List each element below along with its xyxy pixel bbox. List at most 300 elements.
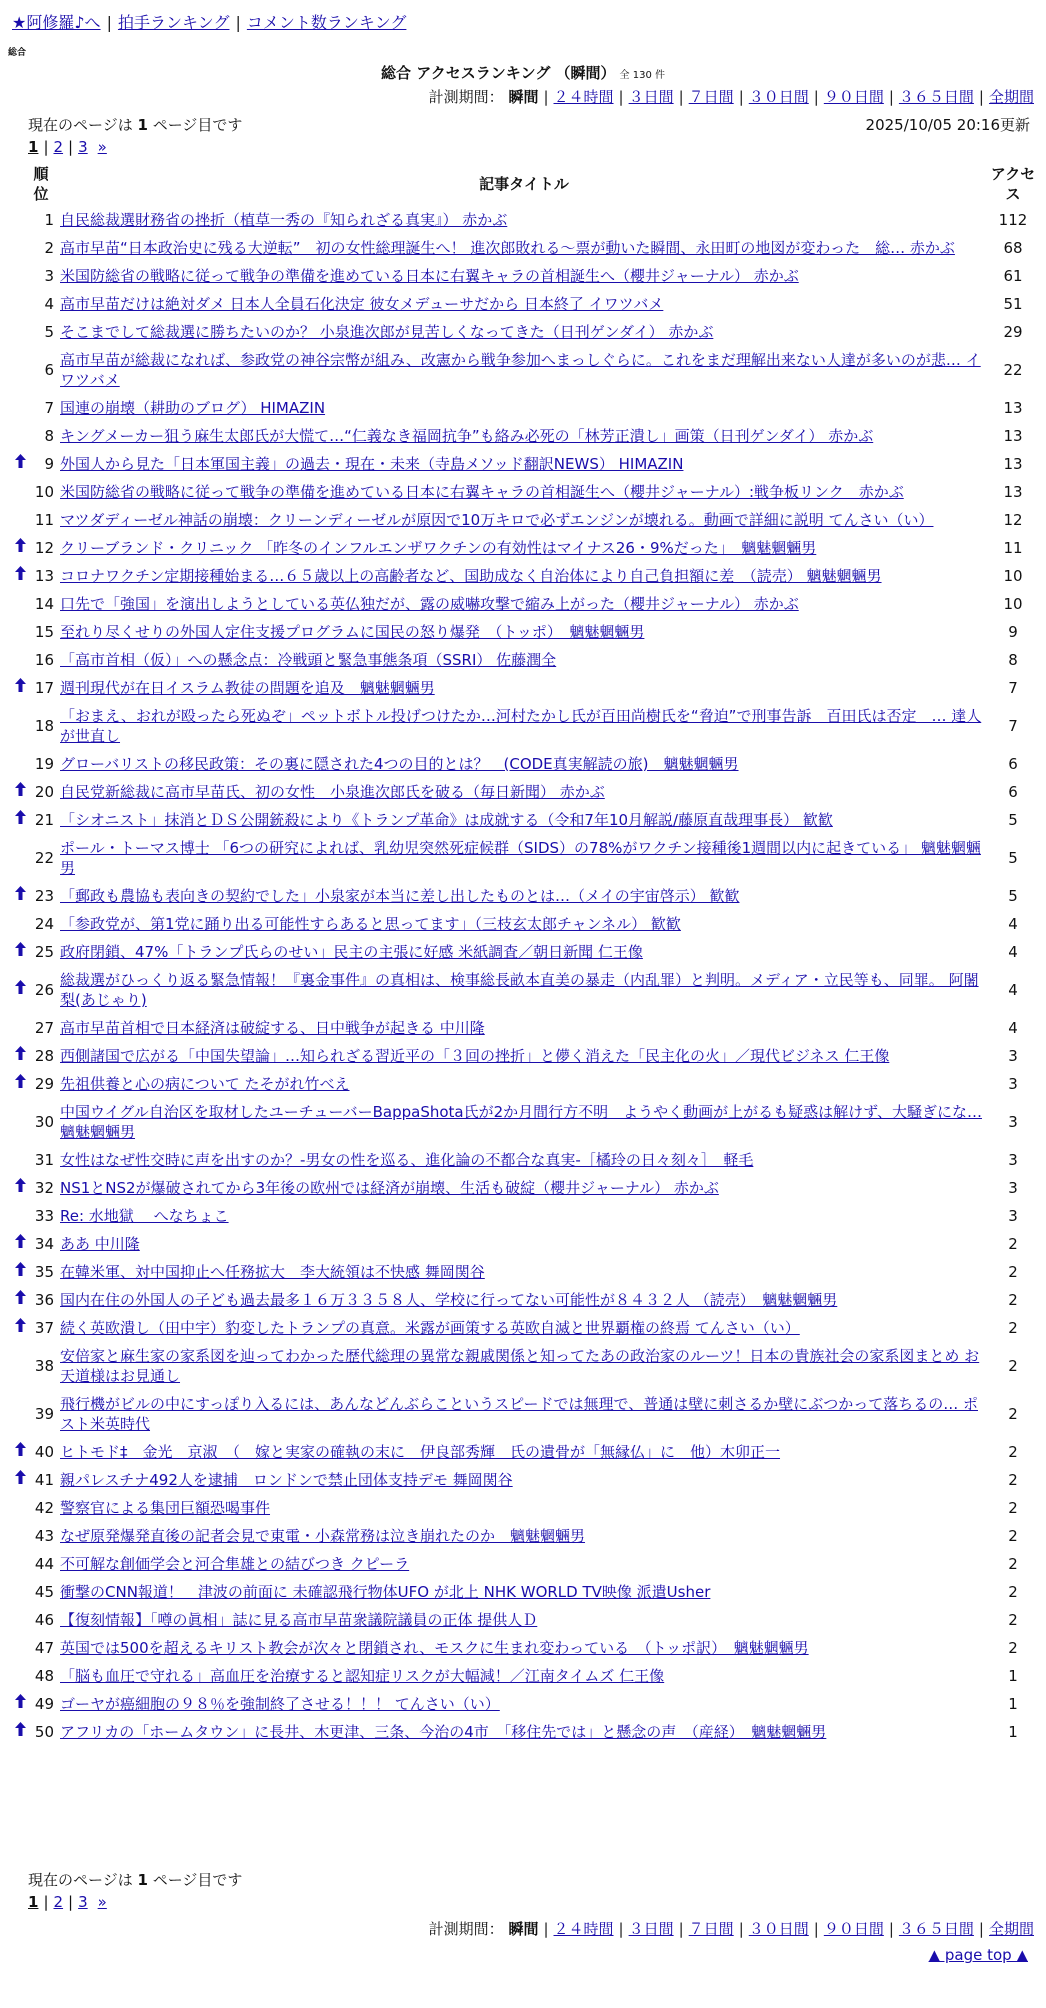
article-link[interactable]: 米国防総省の戦略に従って戦争の準備を進めている日本に右翼キャラの首相誕生へ（櫻井ジャーナル） 赤かぶ [60,267,799,285]
title-cell [58,1606,990,1634]
access-count-cell: 3 [1008,1047,1018,1065]
table-row [12,1438,1036,1466]
article-link[interactable]: 先祖供養と心の病について たそがれ竹べえ [60,1075,350,1093]
table-row [12,394,1036,422]
pager-next[interactable]: » [97,138,107,156]
up-arrow-icon [15,1076,26,1092]
pager-page-2[interactable]: 2 [53,1893,64,1911]
title-cell [58,206,990,234]
pager-current-page: 1 [28,138,39,156]
period-all-link[interactable]: 全期間 [988,88,1034,106]
article-link[interactable]: 衝撃のCNN報道！ 津波の前面に 未確認飛行物体UFO が北上 NHK WORLD TV映像 派遣Usher [60,1583,711,1601]
pager-page-3[interactable]: 3 [78,1893,88,1911]
table-row [12,910,1036,938]
article-link[interactable]: マツダディーゼル神話の崩壊：クリーンディーゼルが原因で10万キロで必ずエンジンが壊れる。動画で詳細に説明 てんさい（い） [60,511,934,529]
rank-cell: 16 [34,651,54,669]
article-link[interactable]: 「高市首相（仮）」への懸念点：冷戦頭と緊急事態条項（SSRI） 佐藤潤全 [60,651,557,669]
period-30d-link[interactable]: ３０日間 [748,88,809,106]
table-row [12,1146,1036,1174]
rank-cell: 44 [34,1555,54,1573]
title-cell [58,646,990,674]
article-link[interactable]: ポール・トーマス博士 「6つの研究によれば、乳幼児突然死症候群（SIDS）の78%がワクチン接種後1週間以内に起きている」 魑魅魍魎男 [60,839,981,877]
rank-cell: 29 [34,1075,54,1093]
period-365d-link[interactable]: ３６５日間 [898,88,974,106]
table-row [12,1662,1036,1690]
period-selector-top: 計測期間： 瞬間 | ２４時間 | ３日間 | ７日間 | ３０日間 | ９０日間 | ３６５日間 | 全期間 [428,88,1034,106]
period-24h-link[interactable]: ２４時間 [553,1920,614,1938]
title-cell [58,966,990,1014]
rank-change-cell [12,834,28,882]
rank-change-cell [12,1342,28,1390]
access-count-cell: 3 [1008,1113,1018,1131]
table-row [12,834,1036,882]
rank-change-cell [12,1014,28,1042]
access-count-cell: 11 [1003,539,1023,557]
table-row [12,206,1036,234]
table-row [12,590,1036,618]
rank-cell: 2 [44,239,54,257]
access-count-cell: 4 [1008,943,1018,961]
article-link[interactable]: 高市早苗“日本政治史に残る大逆転” 初の女性総理誕生へ！ 進次郎敗れる～票が動いた瞬間、永田町の地図が変わった 総… 赤かぶ [60,239,955,257]
title-cell [58,1042,990,1070]
comment-ranking-link[interactable]: コメント数ランキング [246,13,407,32]
title-cell [58,1550,990,1578]
access-count-cell: 7 [1008,679,1018,697]
access-count-cell: 2 [1008,1583,1018,1601]
access-count-cell: 2 [1008,1319,1018,1337]
pager-page-2[interactable]: 2 [53,138,64,156]
rank-cell: 14 [34,595,54,613]
rank-cell: 9 [44,455,54,473]
table-row [12,450,1036,478]
access-count-cell: 2 [1008,1471,1018,1489]
page-info-top [28,114,242,135]
period-90d-link[interactable]: ９０日間 [823,1920,884,1938]
table-row [12,1286,1036,1314]
article-link[interactable]: 自民総裁選財務省の挫折（植草一秀の『知られざる真実』） 赤かぶ [60,211,508,229]
article-link[interactable]: ゴーヤが癌細胞の９８％を強制終了させる！！！ てんさい（い） [60,1695,500,1713]
access-count-cell: 1 [1008,1667,1018,1685]
title-cell [58,1014,990,1042]
access-count-cell: 4 [1008,981,1018,999]
home-link[interactable]: ★阿修羅♪へ [12,13,101,32]
table-row [12,290,1036,318]
up-arrow-icon [15,680,26,696]
title-cell [58,590,990,618]
period-7d-link[interactable]: ７日間 [688,88,734,106]
table-row [12,534,1036,562]
article-link[interactable]: NS1とNS2が爆破されてから3年後の欧州では経済が崩壊、生活も破綻（櫻井ジャーナル） 赤かぶ [60,1179,719,1197]
table-row [12,1014,1036,1042]
access-header: アクセス [990,165,1036,203]
article-link[interactable]: 「脳も血圧で守れる」高血圧を治療すると認知症リスクが大幅減！／江南タイムズ 仁王像 [60,1667,665,1685]
period-24h-link[interactable]: ２４時間 [553,88,614,106]
access-count-cell: 12 [1003,511,1023,529]
table-row [12,506,1036,534]
top-nav [12,10,406,33]
rank-change-cell [12,1070,28,1098]
rank-cell: 50 [34,1723,54,1741]
article-link[interactable]: キングメーカー狙う麻生太郎氏が大慌て…“仁義なき福岡抗争”も絡み必死の「林芳正潰し」画策（日刊ゲンダイ） 赤かぶ [60,427,874,445]
table-row [12,882,1036,910]
rank-change-cell [12,1550,28,1578]
rank-change-cell [12,778,28,806]
period-30d-link[interactable]: ３０日間 [748,1920,809,1938]
access-count-cell: 13 [1003,427,1023,445]
rank-cell: 5 [44,323,54,341]
access-count-cell: 22 [1003,361,1023,379]
rank-change-cell [12,1314,28,1342]
table-row [12,674,1036,702]
rank-cell: 6 [44,361,54,379]
article-link[interactable]: 飛行機がビルの中にすっぽり入るには、あんなどんぶらこというスピードでは無理で、普通は壁に刺さるか壁にぶつかって落ちるの… ポスト米英時代 [60,1395,978,1433]
rank-change-cell [12,590,28,618]
rank-change-cell [12,1662,28,1690]
access-count-cell: 2 [1008,1235,1018,1253]
access-count-cell: 5 [1008,849,1018,867]
article-link[interactable]: 国内在住の外国人の子ども過去最多１６万３３５８人、学校に行ってない可能性が８４３２人 （読売） 魑魅魍魎男 [60,1291,838,1309]
article-link[interactable]: クリーブランド・クリニック 「昨冬のインフルエンザワクチンの有効性はマイナス26・9%だった」 魑魅魍魎男 [60,539,817,557]
access-count-cell: 2 [1008,1555,1018,1573]
title-cell [58,806,990,834]
page-top-link[interactable]: ▲ page top ▲ [928,1946,1028,1964]
table-row [12,1314,1036,1342]
article-link[interactable]: Re: 水地獄 へなちょこ [60,1207,229,1225]
rank-cell: 26 [34,981,54,999]
rank-change-cell [12,646,28,674]
article-link[interactable]: 「シオニスト」抹消とＤＳ公開銃殺により《トランプ革命》は成就する（令和7年10月解説/藤原直哉理事長） 歓歓 [60,811,833,829]
article-link[interactable]: 「おまえ、おれが殴ったら死ぬぞ」ペットボトル投げつけたか…河村たかし氏が百田尚樹氏を“脅迫”で刑事告訴 百田氏は否定 … 達人が世直し [60,707,982,745]
rank-cell: 7 [44,399,54,417]
period-3d-link[interactable]: ３日間 [628,1920,674,1938]
table-row [12,1070,1036,1098]
article-link[interactable]: 西側諸国で広がる「中国失望論」…知られざる習近平の「３回の挫折」と儚く消えた「民主化の火」／現代ビジネス 仁王像 [60,1047,890,1065]
title-cell [58,1314,990,1342]
access-count-cell: 2 [1008,1405,1018,1423]
table-row [12,1202,1036,1230]
article-link[interactable]: 在韓米軍、対中国抑止へ任務拡大 李大統領は不快感 舞岡関谷 [60,1263,485,1281]
rank-cell: 42 [34,1499,54,1517]
pager-top: 1 | 2 | 3 » [28,138,107,156]
access-count-cell: 4 [1008,1019,1018,1037]
ranking-table [12,162,1036,1746]
rank-cell: 3 [44,267,54,285]
up-arrow-icon [15,1724,26,1740]
title-cell [58,1146,990,1174]
title-cell [58,1438,990,1466]
table-row [12,1258,1036,1286]
rank-cell: 46 [34,1611,54,1629]
title-cell [58,1466,990,1494]
pager-next[interactable]: » [97,1893,107,1911]
article-link[interactable]: 【復刻情報】「噂の眞相」誌に見る高市早苗衆議院議員の正体 提供人Ｄ [60,1611,538,1629]
applause-ranking-link[interactable]: 拍手ランキング [117,13,230,32]
rank-change-cell [12,318,28,346]
rank-change-cell [12,1286,28,1314]
up-arrow-icon [15,1236,26,1252]
table-row [12,318,1036,346]
rank-cell: 41 [34,1471,54,1489]
table-row [12,562,1036,590]
page-info-number: 1 [137,116,148,134]
rank-change-cell [12,1522,28,1550]
rank-cell: 23 [34,887,54,905]
ranking-title: 総合 アクセスランキング （瞬間） [381,64,616,82]
table-row [12,966,1036,1014]
access-count-cell: 5 [1008,887,1018,905]
article-link[interactable]: 口先で「強国」を演出しようとしている英仏独だが、露の威嚇攻撃で縮み上がった（櫻井ジャーナル） 赤かぶ [60,595,799,613]
title-cell [58,1070,990,1098]
article-link[interactable]: ああ 中川隆 [60,1235,140,1253]
title-cell [58,506,990,534]
page-info-prefix: 現在のページは [28,116,133,134]
rank-change-cell [12,806,28,834]
title-cell [58,346,990,394]
rank-cell: 34 [34,1235,54,1253]
table-row [12,422,1036,450]
table-row [12,346,1036,394]
table-row [12,1634,1036,1662]
article-link[interactable]: アフリカの「ホームタウン」に長井、木更津、三条、今治の4市 「移住先では」と懸念の声 （産経） 魑魅魍魎男 [60,1723,827,1741]
article-link[interactable]: 安倍家と麻生家の家系図を辿ってわかった歴代総理の異常な親戚関係と知ってたあの政治家のルーツ！日本の貴族社会の家系図まとめ お天道様はお見通し [60,1347,980,1385]
title-cell [58,290,990,318]
page-info-suffix: ページ目です [152,116,243,134]
rank-change-cell [12,290,28,318]
rank-cell: 48 [34,1667,54,1685]
up-arrow-icon [15,1292,26,1308]
period-365d-link[interactable]: ３６５日間 [898,1920,974,1938]
access-count-cell: 2 [1008,1499,1018,1517]
table-row [12,1550,1036,1578]
access-count-cell: 2 [1008,1291,1018,1309]
access-count-cell: 10 [1003,595,1023,613]
article-link[interactable]: 女性はなぜ性交時に声を出すのか？-男女の性を巡る、進化論の不都合な真実-［橘玲の日々刻々］ 軽毛 [60,1151,754,1169]
period-7d-link[interactable]: ７日間 [688,1920,734,1938]
rank-change-cell [12,1174,28,1202]
table-row [12,1390,1036,1438]
period-selector-bottom: 計測期間： 瞬間 | ２４時間 | ３日間 | ７日間 | ３０日間 | ９０日間 | ３６５日間 | 全期間 [428,1920,1034,1938]
period-90d-link[interactable]: ９０日間 [823,88,884,106]
access-count-cell: 2 [1008,1527,1018,1545]
access-count-cell: 112 [998,211,1028,229]
table-row [12,702,1036,750]
rank-change-cell [12,506,28,534]
rank-cell: 21 [34,811,54,829]
up-arrow-icon [15,982,26,998]
article-link[interactable]: なぜ原発爆発直後の記者会見で東電・小森常務は泣き崩れたのか 魑魅魍魎男 [60,1527,586,1545]
title-cell [58,750,990,778]
access-count-cell: 6 [1008,755,1018,773]
table-row [12,1174,1036,1202]
table-row [12,938,1036,966]
article-link[interactable]: 高市早苗が総裁になれば、参政党の神谷宗幣が組み、改憲から戦争参加へまっしぐらに。これをまだ理解出来ない人達が多いのが悲… イワツバメ [60,351,981,389]
article-link[interactable]: 週刊現代が在日イスラム教徒の問題を追及 魑魅魍魎男 [60,679,435,697]
rank-change-cell [12,394,28,422]
table-row [12,1606,1036,1634]
table-row [12,1522,1036,1550]
title-cell [58,1286,990,1314]
period-3d-link[interactable]: ３日間 [628,88,674,106]
article-link[interactable]: ヒトモド‡ 金光 京淑 （ 嫁と実家の確執の末に 伊良部秀輝 氏の遺骨が「無縁仏」に 他）木卯正一 [60,1443,781,1461]
title-cell [58,422,990,450]
rank-cell: 20 [34,783,54,801]
access-count-cell: 8 [1008,651,1018,669]
period-current: 瞬間 [508,88,539,106]
rank-cell: 19 [34,755,54,773]
rank-change-cell [12,1466,28,1494]
title-cell [58,318,990,346]
article-link[interactable]: 不可解な創価学会と河合隼雄との結びつき クピーラ [60,1555,410,1573]
title-cell [58,618,990,646]
rank-cell: 12 [34,539,54,557]
up-arrow-icon [15,1472,26,1488]
rank-cell: 40 [34,1443,54,1461]
access-count-cell: 7 [1008,717,1018,735]
access-count-cell: 13 [1003,483,1023,501]
rank-change-cell [12,1230,28,1258]
article-link[interactable]: 外国人から見た「日本軍国主義」の過去・現在・未来（寺島メソッド翻訳NEWS） HIMAZIN [60,455,684,473]
title-cell [58,910,990,938]
article-link[interactable]: 政府閉鎖、47%「トランプ氏らのせい」民主の主張に好感 米紙調査／朝日新聞 仁王像 [60,943,643,961]
period-label: 計測期間： [428,88,504,106]
rank-cell: 11 [34,511,54,529]
title-cell [58,1578,990,1606]
table-row [12,478,1036,506]
access-count-cell: 2 [1008,1639,1018,1657]
article-link[interactable]: 英国では500を超えるキリスト教会が次々と閉鎖され、モスクに生まれ変わっている （トッポ訳） 魑魅魍魎男 [60,1639,809,1657]
rank-change-cell [12,1578,28,1606]
table-row [12,1718,1036,1746]
up-arrow-icon [15,944,26,960]
title-cell [58,234,990,262]
page-info-prefix: 現在のページは [28,1871,133,1889]
title-cell [58,534,990,562]
access-count-cell: 13 [1003,455,1023,473]
period-all-link[interactable]: 全期間 [988,1920,1034,1938]
rank-cell: 45 [34,1583,54,1601]
table-row [12,778,1036,806]
article-link[interactable]: 親パレスチナ492人を逮捕 ロンドンで禁止団体支持デモ 舞岡関谷 [60,1471,513,1489]
access-count-cell: 3 [1008,1151,1018,1169]
title-cell [58,1342,990,1390]
table-row [12,806,1036,834]
pager-page-3[interactable]: 3 [78,138,88,156]
article-link[interactable]: 「参政党が、第1党に踊り出る可能性すらあると思ってます」（三枝玄太郎チャンネル） 歓歓 [60,915,681,933]
rank-change-cell [12,262,28,290]
access-count-cell: 29 [1003,323,1023,341]
table-row [12,262,1036,290]
title-cell [58,702,990,750]
rank-cell: 24 [34,915,54,933]
access-count-cell: 4 [1008,915,1018,933]
article-link[interactable]: 高市早苗首相で日本経済は破綻する、日中戦争が起きる 中川隆 [60,1019,485,1037]
article-link[interactable]: 米国防総省の戦略に従って戦争の準備を進めている日本に右翼キャラの首相誕生へ（櫻井ジャーナル）:戦争板リンク 赤かぶ [60,483,904,501]
article-link[interactable]: 続く英欧潰し（田中宇）豹変したトランプの真意。米露が画策する英欧自滅と世界覇権の終焉 てんさい（い） [60,1319,800,1337]
rank-cell: 33 [34,1207,54,1225]
access-count-cell: 2 [1008,1263,1018,1281]
rank-cell: 37 [34,1319,54,1337]
rank-change-cell [12,1718,28,1746]
rank-cell: 27 [34,1019,54,1037]
rank-cell: 18 [34,717,54,735]
up-arrow-icon [15,1696,26,1712]
page-info-suffix: ページ目です [152,1871,243,1889]
rank-cell: 22 [34,849,54,867]
title-header: 記事タイトル [479,175,569,193]
table-row [12,1578,1036,1606]
rank-change-cell [12,938,28,966]
up-arrow-icon [15,568,26,584]
article-link[interactable]: グローバリストの移民政策：その裏に隠された4つの目的とは？ (CODE真実解読の旅) 魑魅魍魎男 [60,755,739,773]
article-link[interactable]: 総裁選がひっくり返る緊急情報！『裏金事件』の真相は、検事総長畝本直美の暴走（内乱罪）と判明。メディア・立民等も、同罪。 阿闍梨(あじゃり) [60,971,979,1009]
table-row [12,1494,1036,1522]
updated-timestamp: 2025/10/05 20:16更新 [865,116,1030,134]
rank-cell: 38 [34,1357,54,1375]
article-link[interactable]: 警察官による集団巨額恐喝事件 [60,1499,271,1517]
title-cell [58,1174,990,1202]
rank-change-cell [12,1494,28,1522]
rank-change-cell [12,702,28,750]
rank-cell: 4 [44,295,54,313]
rank-change-cell [12,206,28,234]
title-cell [58,1690,990,1718]
rank-change-cell [12,1258,28,1286]
title-cell [58,674,990,702]
table-header-row [12,162,1036,206]
rank-change-cell [12,966,28,1014]
table-row [12,1230,1036,1258]
title-cell [58,1202,990,1230]
access-count-cell: 1 [1008,1695,1018,1713]
article-link[interactable]: そこまでして総裁選に勝ちたいのか？ 小泉進次郎が見苦しくなってきた（日刊ゲンダイ） 赤かぶ [60,323,714,341]
article-link[interactable]: 至れり尽くせりの外国人定住支援プログラムに国民の怒り爆発 （トッポ） 魑魅魍魎男 [60,623,645,641]
article-link[interactable]: 自民党新総裁に高市早苗氏、初の女性 小泉進次郎氏を破る（毎日新聞） 赤かぶ [60,783,605,801]
rank-change-cell [12,910,28,938]
rank-change-cell [12,422,28,450]
up-arrow-icon [15,1320,26,1336]
article-link[interactable]: 国連の崩壊（耕助のブログ） HIMAZIN [60,399,326,417]
title-cell [58,1390,990,1438]
rank-change-cell [12,534,28,562]
access-count-cell: 6 [1008,783,1018,801]
rank-change-cell [12,1438,28,1466]
article-link[interactable]: 中国ウイグル自治区を取材したユーチューバーBappaShota氏が2か月間行方不明 ようやく動画が上がるも疑惑は解けず、大騒ぎにな… 魑魅魍魎男 [60,1103,982,1141]
rank-cell: 15 [34,623,54,641]
access-count-cell: 2 [1008,1357,1018,1375]
page-info-bottom [28,1869,242,1890]
ranking-heading [0,62,1046,83]
access-count-cell: 10 [1003,567,1023,585]
rank-cell: 36 [34,1291,54,1309]
title-cell [58,1522,990,1550]
access-count-cell: 3 [1008,1207,1018,1225]
access-count-cell: 9 [1008,623,1018,641]
rank-cell: 31 [34,1151,54,1169]
table-row [12,750,1036,778]
article-link[interactable]: 高市早苗だけは絶対ダメ 日本人全員石化決定 彼女メデューサだから 日本終了 イワツバメ [60,295,664,313]
article-link[interactable]: 「郵政も農協も表向きの契約でした」小泉家が本当に差し出したものとは…（メイの宇宙啓示） 歓歓 [60,887,740,905]
title-cell [58,1494,990,1522]
article-link[interactable]: コロナワクチン定期接種始まる…６５歳以上の高齢者など、国助成なく自治体により自己負担額に差 （読売） 魑魅魍魎男 [60,567,882,585]
up-arrow-icon [15,812,26,828]
rank-change-cell [12,618,28,646]
rank-cell: 32 [34,1179,54,1197]
rank-cell: 28 [34,1047,54,1065]
rank-cell: 17 [34,679,54,697]
rank-change-cell [12,562,28,590]
access-count-cell: 3 [1008,1075,1018,1093]
title-cell [58,562,990,590]
